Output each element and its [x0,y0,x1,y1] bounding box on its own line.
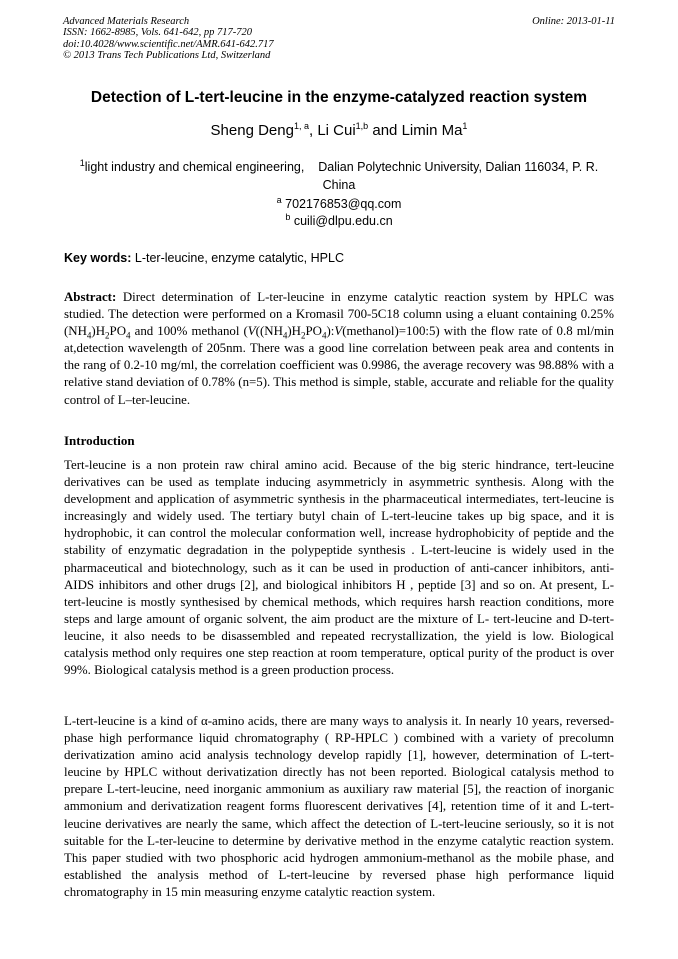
abstract-text: (methanol)=100:5) with the flow rate of 0.8 ml/min at,detection wavelength of 205nm. There was a good line correlation between peak area and contents in the rang of 0.2-10 mg/ml, the correlation coefficient was 0.9986, the average recovery was 98.88% with a relative stand deviation of 0.78% (n=5). This method is simple, stable, accurate and reliable for the quality control of L–ter-leucine. [64,324,614,407]
subscript: 2 [301,330,306,341]
author-separator: , [308,122,318,139]
online-date: Online: 2013-01-11 [532,16,615,27]
abstract-text: )H [91,324,106,339]
abstract-label: Abstract: [64,290,117,304]
copyright-line: © 2013 Trans Tech Publications Ltd, Switzerland [63,50,271,62]
affiliation [63,157,615,174]
abstract-text: PO [305,324,322,339]
journal-name: Advanced Materials Research [63,16,190,27]
introduction-paragraph: L-tert-leucine is a kind of α-amino acids, there are many ways to analysis it. In nearly 10 years, reversed-phase high performance liquid chromatography ( RP-HPLC ) combined with a variety of precolumn derivatization amino acid analysis technology develop rapidly [1], however, determination of L-tert-leucine by HPLC without derivatization directly has not been reported. Biological catalysis method to prepare L-tert-leucine, need inorganic ammonium as auxiliary raw material [5], the reaction of inorganic ammonium and derivatization reagent forms fluorescent derivatives [4], retention time of it and L-tert-leucine derivatives are nearly the same, which affect the detection of L-tert-leucine seriously, so it is not suitable for the L-ter-leucine to determine by derivative method in the enzyme catalytic reaction system. This paper studied with two phosphoric acid hydrogen ammonium-methanol as the mobile phase, and established the analysis method of L-tert-leucine by reversed phase high performance liquid chromatography in 15 min measuring enzyme catalytic reaction system. [64,714,614,899]
affiliation-line: light industry and chemical engineering, Dalian Polytechnic University, Dalian 116034, P. R. [84,160,599,174]
keywords-label: Key words: [64,251,132,265]
email-address[interactable]: 702176853@qq.com [285,197,402,211]
author-affiliation-mark: 1 [462,121,468,131]
doi-line: doi:10.4028/www.scientific.net/AMR.641-642.717 [63,38,274,50]
abstract-text: ((NH [255,324,283,339]
abstract-text: and 100% methanol ( [130,324,248,339]
subscript: 4 [86,330,92,341]
keywords-text: L-ter-leucine, enzyme catalytic, HPLC [131,251,344,265]
section-heading: Introduction [64,433,135,448]
email-line [0,211,678,228]
abstract-variable: V [334,324,343,339]
email-mark: a [276,194,282,205]
subscript: 2 [105,330,110,341]
abstract [64,289,614,409]
email-address[interactable]: cuili@dlpu.edu.cn [293,214,393,228]
email-line [0,194,678,211]
affiliation-mark: 1 [79,157,85,168]
author-name: Sheng Deng [210,122,294,139]
author-name: Limin Ma [401,122,463,139]
abstract-text: Direct determination of L-ter-leucine in enzyme catalytic reaction system by HPLC was studied. The detection were performed on a Kromasil 700-5C18 column using a eluant containing 0.25% (NH [64,290,614,339]
abstract-text: ): [326,324,335,339]
abstract-text: )H [287,324,301,339]
author-list [0,122,678,139]
subscript: 4 [321,330,327,341]
journal-header [63,16,615,62]
keywords [64,251,614,265]
subscript: 4 [126,330,131,341]
subscript: 4 [282,330,288,341]
abstract-text: PO [109,324,127,339]
issn-line: ISSN: 1662-8985, Vols. 641-642, pp 717-720 [63,27,252,39]
author-conjunction: and [372,122,402,139]
email-mark: b [285,211,291,222]
introduction-paragraph: Tert-leucine is a non protein raw chiral amino acid. Because of the big steric hindrance, tert-leucine derivatives can be used as template inducing asymmetricly in asymmetric synthesis. Along with the development and application of asymmetric synthesis in the pharmaceutical intermediates, tert-leucine is increasingly and widely used. The tertiary butyl chain of L-tert-leucine takes up big space, and it is hydrophobic, it can control the molecular conformation well, increase hydrophobicity of peptide and the stability of enzymatic degradation in the polypeptide synthesis . L-tert-leucine is widely used in the pharmaceutical and biotechnology, such as it can be used in production of anti-cancer inhibitors, anti-AIDS inhibitors and other drugs [2], and biological inhibitors H , peptide [3] and so on. At present, L- tert-leucine is mostly synthesised by chemical methods, which requires harsh reaction conditions, more steps and large amount of organic solvent, the aim product are the mixture of L- tert-leucine and D-tert-leucine, it also needs to be disassembled and repeated recrystallization, the yield is low. Biological catalysis method only requires one step reaction at room temperature, optical purity of the product is over 99%. Biological catalysis method is a green production process. [64,458,614,678]
paper-title: Detection of L-tert-leucine in the enzyme-catalyzed reaction system [90,89,588,106]
author-affiliation-mark: 1, a [293,121,309,131]
author-affiliation-mark: 1,b [355,121,369,131]
affiliation-country: China [322,178,356,192]
author-name: Li Cui [317,122,356,139]
abstract-variable: V [247,324,256,339]
